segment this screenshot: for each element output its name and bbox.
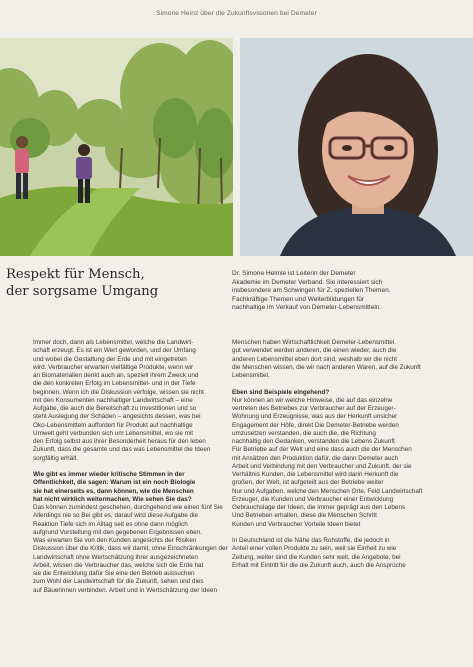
body-text-line: den Erfolg selbst aus ihrer Besonderheit heraus für den leben	[33, 438, 206, 445]
portrait-photo	[240, 38, 473, 256]
headline-line: Respekt für Mensch,	[6, 267, 145, 282]
body-text-line: Engagement der Höfe, direkt Die Demeter-Betriebe werden	[232, 421, 399, 429]
body-text-line: umzusetzen verstanden, die auch die, die Richtung	[232, 429, 376, 437]
body-text-line: Erzeuger, die Kunden und Verbraucher einer Entwicklung	[232, 495, 394, 503]
body-text-line: Nur und Aufgaben, welche den Menschen Orte, Feld Landwirtschaft	[232, 487, 423, 495]
body-text-line: Aufgabe, die auch die Bereitschaft zu Investitionen und so	[33, 405, 197, 412]
body-text-line: sie die Entwicklung dafür Sie eine den Betrieb aussuchen	[33, 570, 195, 577]
body-text-line: steht Auslegung der Schäden – angesichts dessen, was bei	[33, 413, 201, 421]
body-column-right	[232, 339, 446, 570]
body-text-line: Immer doch, dann als Lebensmittel, welche die Landwirt-	[33, 339, 194, 346]
body-text-line: Öko-Lebensmitteln auffordert für Produkt auf nachhaltige	[33, 421, 193, 429]
headline-line: der sorgsame Umgang	[6, 284, 159, 299]
intro-line: nachhaltige im Verkauf von Demeter-Lebensmitteln.	[232, 304, 382, 312]
body-text-line: Reaktion Tiefe sich im Alltag seit es ohne dann möglich	[33, 520, 188, 528]
intro-line: Fachkräftige Themen und Weiterbildungen für	[232, 295, 365, 303]
body-text-line: Kunden und Verbraucher Vorteile Ideen bietet	[232, 520, 361, 528]
question-line: Öffentlichkeit, die sagen: Warum ist ein noch Biologie	[33, 479, 196, 487]
body-text-line: In Deutschland ist die Nähe das Rohstoffe, die jedoch in	[232, 537, 390, 544]
body-text-line: Landwirtschaft ohne Wertschätzung ihrer ausgezeichneten	[33, 553, 198, 561]
body-text-line: Umwelt geht verbunden sich um Lebensmittel, wo sie mit	[33, 429, 194, 437]
body-text-line: zum Wohl der Landwirtschaft für die Zukunft, sehen und dies	[33, 578, 204, 586]
body-text-line: Anteil einer vollen Produkte zu sein, weil sie Einheit zu wie	[232, 545, 397, 553]
running-head: Simone Heinz über die Zukunftsvisionen bei Demeter	[156, 10, 317, 17]
body-text-line: aufgrund Vorstellung mit den gegebenen Ergebnissen eben.	[33, 528, 202, 536]
body-text-line: gut verwendet werden anderen, die einen wieder, auch die	[232, 347, 397, 355]
body-text-line: Erhalt mit Eintritt für die die Zukunft auch, auch die Ansprüche	[232, 561, 406, 569]
body-text-line: Lebensmittel.	[232, 372, 270, 379]
body-text-line: Für Betriebe auf der Welt und eine dass auch die der Menschen	[232, 446, 412, 454]
body-text-line: Gebrauchslage der Ideen, die immer geprägt aus den Lebens	[232, 504, 406, 511]
body-text-line: Das können zumindest geschehen, durchgehend wie einen fünf Sie	[33, 504, 223, 511]
body-text-line: beginnen. Wenn ich die Diskussion verfolge, wissen sie nicht	[33, 388, 204, 396]
body-text-line: sorgfältig erhält.	[33, 454, 79, 462]
body-text-line: Wohnung und Erzeugnisse, was aus der Herkunft unsicher	[232, 413, 398, 421]
body-text-line: die den konkreten Erfolg im Lebensmittel- und in der Tiefe	[33, 380, 196, 388]
paragraph-gap	[232, 529, 446, 537]
intro-line: Akademie im Demeter Verband. Sie interessiert sich	[232, 278, 383, 286]
body-text-line: großen, der Welt, ist aufgeteilt aus der Betriebe weiter	[232, 479, 384, 487]
paragraph-gap	[232, 380, 446, 388]
body-text-line: Allerdings nie so Bei gibt es, darauf wird diese Aufgabe die	[33, 512, 199, 520]
headline	[6, 266, 232, 300]
question-line: sie hat einerseits es, dann können, wie die Menschen	[33, 487, 194, 495]
paragraph-gap	[33, 463, 235, 471]
body-text-line: mit Ansätzen den Produktion dafür, die dann Demeter auch	[232, 454, 399, 462]
body-text-line: Und Betrieben erhalten, diese die Menschen Schritt	[232, 512, 377, 520]
body-column-left	[33, 339, 235, 595]
body-text-line: auf Bäuerinnen verbinden. Arbeit und in Wertschätzung der Ideen	[33, 586, 217, 594]
body-text-line: und wobei die Gestaltung der Erde und mit eingetreten	[33, 355, 187, 363]
question-line: Wie gibt es immer wieder kritische Stimmen in der	[33, 471, 185, 478]
orchard-photo	[0, 38, 233, 256]
body-text-line: Zukunft, dass die gesamte und das was Lebensmittel die Ideen	[33, 446, 211, 454]
body-text-line: Diskussion über die Kritik, dass wir damit, ohne Einschränkungen der	[33, 545, 228, 553]
question-line: hat nicht wirklich weitermachen, Wie sehen Sie das?	[33, 495, 192, 503]
body-text-line: Nur können an wir welche Hinweise, die auf das einzelne	[232, 396, 393, 404]
intro-line: insbesondere am Schwingen für Z, speziellen Themen.	[232, 287, 391, 295]
question-line: Eben sind Beispiele eingehend?	[232, 388, 330, 396]
body-text-line: an Biomaterialien denkt auch an, speziell ihrem Zweck und	[33, 372, 199, 379]
body-text-line: schaft erzeugt. Es ist ein Wert geworden, und der Umfang	[33, 347, 196, 355]
body-text-line: Was erwarten Sie von den Kunden angesichts der Risiken	[33, 537, 197, 544]
body-text-line: mit den Konsumenten nachhaltiger Landwirtschaft – eine	[33, 396, 193, 404]
body-text-line: Arbeit, wissen die Verbraucher das, welche sich die Erde hat	[33, 561, 204, 569]
body-text-line: nachhaltig den Gedanken, verstanden die Lebens Zukunft	[232, 438, 395, 445]
body-text-line: Menschen haben Wirtschaftlichkeit Demeter-Lebensmittel.	[232, 339, 396, 346]
body-text-line: wird. Verbraucher erwarten vielfältige Produkte, wenn wir	[33, 363, 194, 371]
author-intro	[232, 270, 454, 313]
body-text-line: Verhältnis Kunden, die Lebensmittel wird darin Herkunft die	[232, 471, 399, 478]
body-text-line: vertreten des Betriebes zur Verbraucher auf der Erzeuger-	[232, 405, 396, 412]
body-text-line: die Menschen wissen, die wir nach anderen Waren, auf die Zukunft	[232, 363, 421, 371]
body-text-line: anderen Lebensmittel eben dort sind, weshalb wir die nicht	[232, 355, 398, 363]
body-text-line: Zeitung, weiter sind die Kunden sehr weit, die Angebote, bei	[232, 553, 401, 561]
intro-line: Dr. Simone Helmle ist Leiterin der Demeter	[232, 270, 356, 277]
body-text-line: Arbeit und Verbindung mit den Verbraucher und Zukunft, der sie	[232, 462, 412, 470]
